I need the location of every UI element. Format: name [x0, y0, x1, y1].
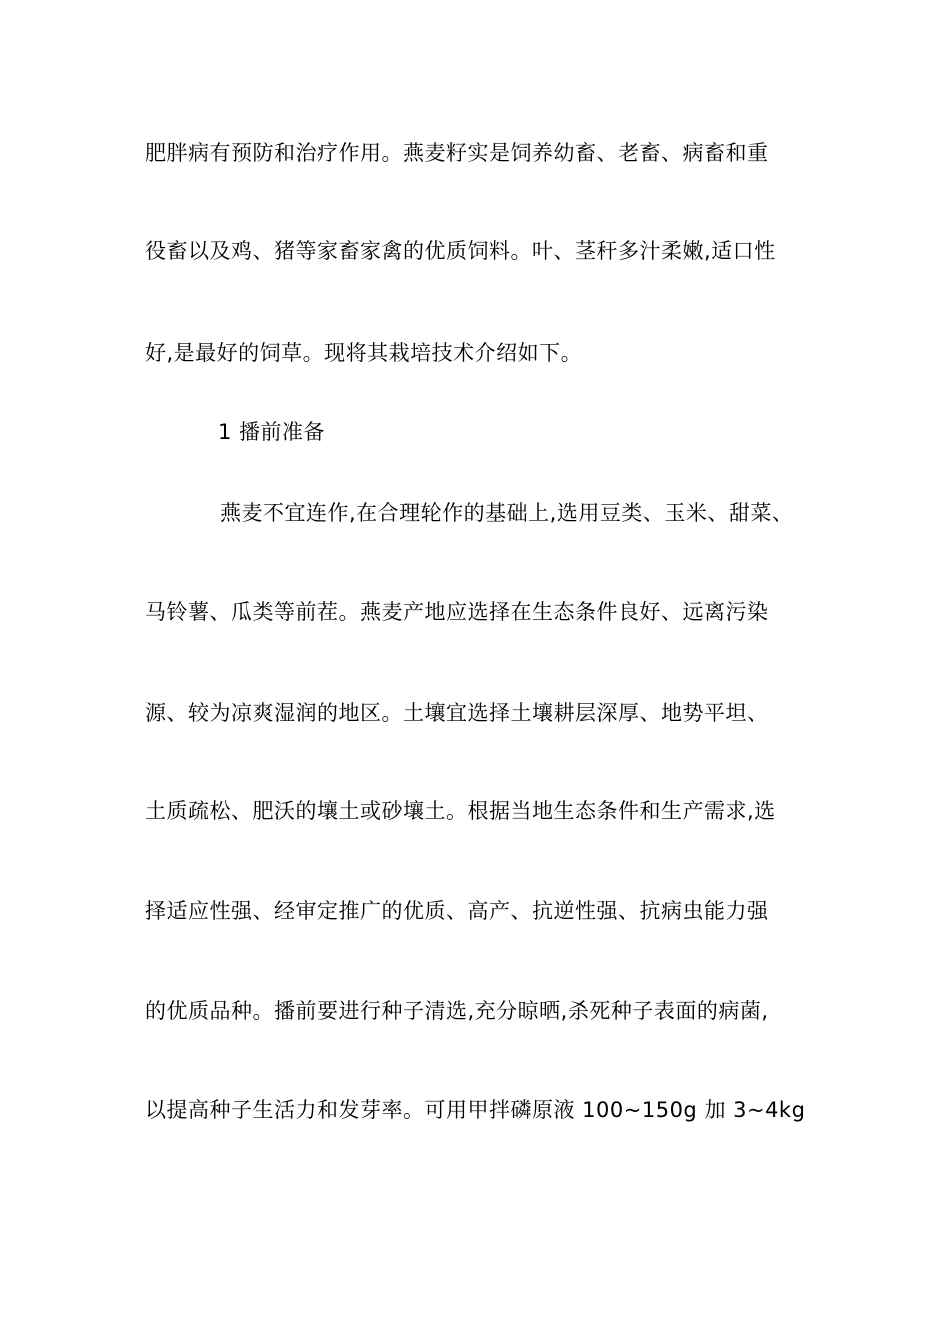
- text-line: 以提高种子生活力和发芽率。可用甲拌磷原液 100~150g 加 3~4kg: [145, 1098, 806, 1122]
- text-line: 马铃薯、瓜类等前茬。燕麦产地应选择在生态条件良好、远离污染: [145, 600, 769, 624]
- text-line: 择适应性强、经审定推广的优质、高产、抗逆性强、抗病虫能力强: [145, 899, 769, 923]
- text-line: 的优质品种。播前要进行种子清选,充分晾晒,杀死种子表面的病菌,: [145, 999, 769, 1023]
- text-line: 燕麦不宜连作,在合理轮作的基础上,选用豆类、玉米、甜菜、: [220, 501, 794, 525]
- text-line: 肥胖病有预防和治疗作用。燕麦籽实是饲养幼畜、老畜、病畜和重: [145, 141, 769, 165]
- text-line: 土质疏松、肥沃的壤土或砂壤土。根据当地生态条件和生产需求,选: [145, 799, 776, 823]
- text-line: 好,是最好的饲草。现将其栽培技术介绍如下。: [145, 341, 583, 365]
- text-line: 役畜以及鸡、猪等家畜家禽的优质饲料。叶、茎秆多汁柔嫩,适口性: [145, 239, 776, 263]
- section-heading: 1 播前准备: [218, 420, 326, 444]
- text-line: 源、较为凉爽湿润的地区。土壤宜选择土壤耕层深厚、地势平坦、: [145, 701, 769, 725]
